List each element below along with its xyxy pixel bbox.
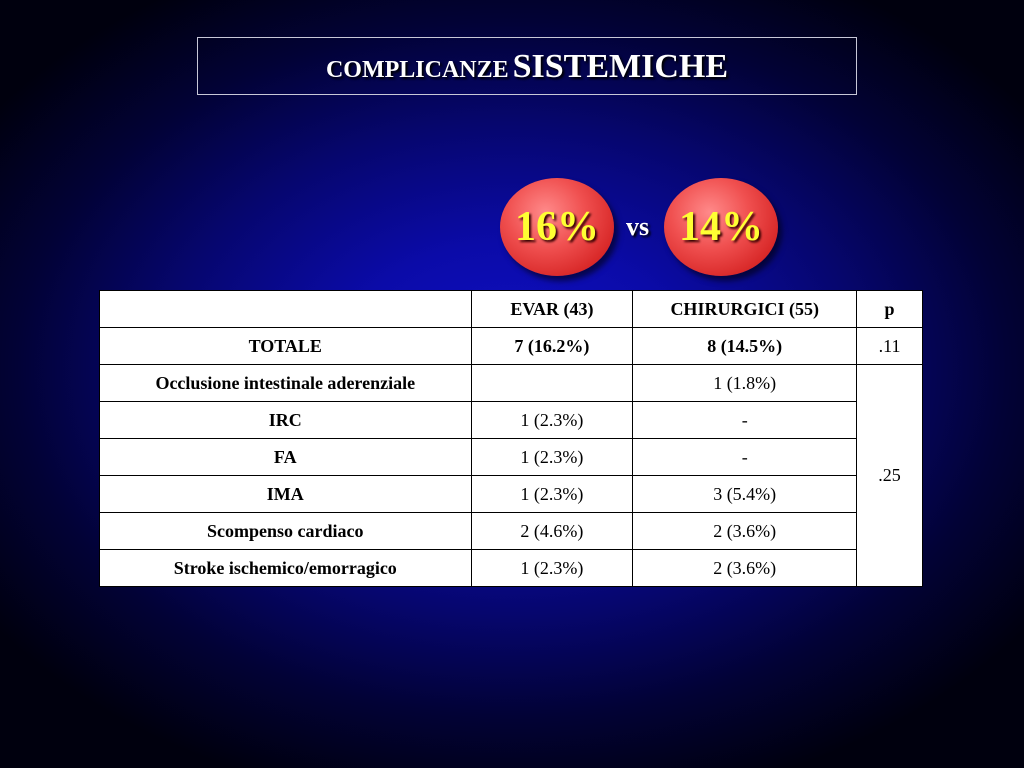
table-header-row <box>100 291 923 328</box>
chirurgici-value: 2 (3.6%) <box>633 513 857 550</box>
table-row <box>100 513 923 550</box>
grouped-p-value: .25 <box>857 365 923 587</box>
header-p: p <box>857 291 923 328</box>
chirurgici-percentage-badge: 14% <box>664 178 778 276</box>
evar-value: 2 (4.6%) <box>471 513 633 550</box>
versus-label: vs <box>626 212 650 241</box>
row-label: IRC <box>100 402 472 439</box>
header-label-cell <box>100 291 472 328</box>
evar-value <box>471 365 633 402</box>
row-label: Stroke ischemico/emorragico <box>100 550 472 587</box>
complications-table <box>99 290 923 587</box>
chirurgici-value: - <box>633 402 857 439</box>
row-label: Scompenso cardiaco <box>100 513 472 550</box>
p-value: .11 <box>857 328 923 365</box>
row-label: FA <box>100 439 472 476</box>
evar-percentage-badge: 16% <box>500 178 614 276</box>
slide-title <box>197 37 857 95</box>
evar-value: 1 (2.3%) <box>471 402 633 439</box>
evar-value: 1 (2.3%) <box>471 476 633 513</box>
row-label: Occlusione intestinale aderenziale <box>100 365 472 402</box>
row-label: TOTALE <box>100 328 472 365</box>
chirurgici-value: - <box>633 439 857 476</box>
table-row-totale <box>100 328 923 365</box>
table-row <box>100 550 923 587</box>
table-row <box>100 365 923 402</box>
row-label: IMA <box>100 476 472 513</box>
title-large-text: SISTEMICHE <box>512 48 729 85</box>
title-small-text: COMPLICANZE <box>325 57 509 83</box>
evar-value: 7 (16.2%) <box>471 328 633 365</box>
table-row <box>100 476 923 513</box>
header-evar: EVAR (43) <box>471 291 633 328</box>
chirurgici-value: 8 (14.5%) <box>633 328 857 365</box>
table-row <box>100 439 923 476</box>
evar-value: 1 (2.3%) <box>471 439 633 476</box>
chirurgici-value: 1 (1.8%) <box>633 365 857 402</box>
header-chirurgici: CHIRURGICI (55) <box>633 291 857 328</box>
chirurgici-value: 3 (5.4%) <box>633 476 857 513</box>
chirurgici-value: 2 (3.6%) <box>633 550 857 587</box>
table-row <box>100 402 923 439</box>
evar-value: 1 (2.3%) <box>471 550 633 587</box>
